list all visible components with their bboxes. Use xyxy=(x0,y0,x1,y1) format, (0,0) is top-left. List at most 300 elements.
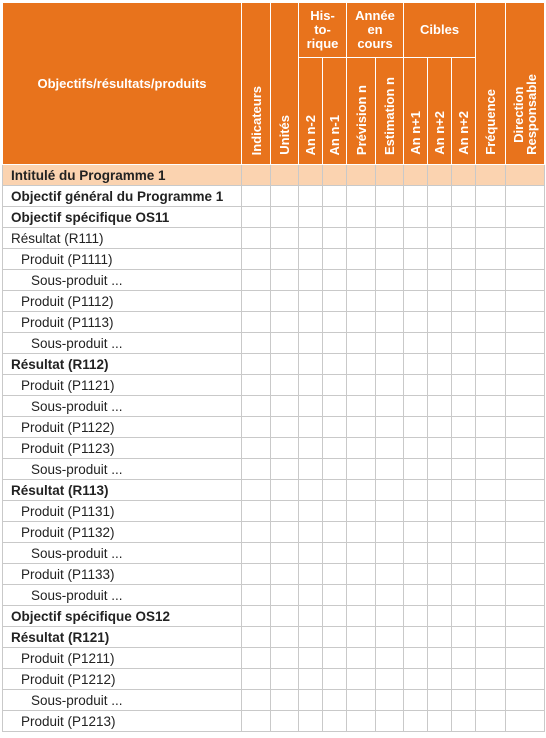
table-cell xyxy=(347,396,376,417)
header-an-n-plus-1: An n+1 xyxy=(404,58,428,165)
table-cell xyxy=(299,669,323,690)
table-cell xyxy=(404,396,428,417)
table-cell xyxy=(242,648,271,669)
table-cell xyxy=(271,333,299,354)
table-cell xyxy=(323,186,347,207)
table-row xyxy=(3,438,545,459)
table-cell xyxy=(376,333,404,354)
row-label: Résultat (R112) xyxy=(3,354,242,375)
table-cell xyxy=(271,459,299,480)
row-label: Produit (P1123) xyxy=(3,438,242,459)
table-cell xyxy=(299,543,323,564)
header-an-n-plus-2-b: An n+2 xyxy=(452,58,476,165)
table-cell xyxy=(404,186,428,207)
table-cell xyxy=(506,501,545,522)
table-cell xyxy=(242,354,271,375)
table-cell xyxy=(242,669,271,690)
table-cell xyxy=(271,270,299,291)
table-cell xyxy=(452,480,476,501)
table-cell xyxy=(452,501,476,522)
table-cell xyxy=(347,522,376,543)
row-label: Produit (P1213) xyxy=(3,711,242,732)
table-cell xyxy=(476,669,506,690)
table-cell xyxy=(476,585,506,606)
table-cell xyxy=(347,585,376,606)
table-cell xyxy=(299,228,323,249)
table-cell xyxy=(376,459,404,480)
table-cell xyxy=(506,375,545,396)
table-cell xyxy=(323,627,347,648)
table-cell xyxy=(506,417,545,438)
table-cell xyxy=(323,711,347,732)
header-historique: His- to- rique xyxy=(299,3,347,58)
table-cell xyxy=(271,228,299,249)
table-cell xyxy=(506,480,545,501)
table-cell xyxy=(506,270,545,291)
table-cell xyxy=(506,207,545,228)
table-cell xyxy=(242,291,271,312)
table-cell xyxy=(271,249,299,270)
table-cell xyxy=(404,564,428,585)
table-cell xyxy=(476,690,506,711)
table-cell xyxy=(242,543,271,564)
table-cell xyxy=(347,711,376,732)
table-cell xyxy=(376,375,404,396)
table-row xyxy=(3,480,545,501)
table-row xyxy=(3,711,545,732)
table-cell xyxy=(428,249,452,270)
table-cell xyxy=(506,249,545,270)
table-cell xyxy=(506,186,545,207)
table-cell xyxy=(323,501,347,522)
table-cell xyxy=(476,711,506,732)
header-objectifs: Objectifs/résultats/produits xyxy=(3,3,242,165)
table-cell xyxy=(452,543,476,564)
table-cell xyxy=(428,690,452,711)
table-cell xyxy=(271,648,299,669)
table-cell xyxy=(476,312,506,333)
table-cell xyxy=(506,522,545,543)
table-cell xyxy=(271,438,299,459)
table-cell xyxy=(299,333,323,354)
table-cell xyxy=(347,354,376,375)
table-cell xyxy=(271,312,299,333)
table-cell xyxy=(323,207,347,228)
row-label: Sous-produit ... xyxy=(3,333,242,354)
table-cell xyxy=(428,207,452,228)
table-cell xyxy=(376,669,404,690)
table-cell xyxy=(299,501,323,522)
table-row xyxy=(3,585,545,606)
header-an-n-2: An n-2 xyxy=(299,58,323,165)
table-cell xyxy=(476,459,506,480)
table-cell xyxy=(376,711,404,732)
table-cell xyxy=(323,522,347,543)
table-cell xyxy=(452,186,476,207)
table-cell xyxy=(271,186,299,207)
table-body xyxy=(3,165,545,732)
table-cell xyxy=(506,291,545,312)
table-cell xyxy=(299,375,323,396)
table-cell xyxy=(506,564,545,585)
table-cell xyxy=(242,522,271,543)
table-cell xyxy=(347,627,376,648)
table-cell xyxy=(452,270,476,291)
table-cell xyxy=(271,627,299,648)
row-label: Produit (P1122) xyxy=(3,417,242,438)
table-cell xyxy=(299,270,323,291)
table-cell xyxy=(347,312,376,333)
row-label: Produit (P1112) xyxy=(3,291,242,312)
table-cell xyxy=(476,627,506,648)
table-cell xyxy=(404,249,428,270)
table-cell xyxy=(428,543,452,564)
table-cell xyxy=(271,690,299,711)
table-cell xyxy=(428,648,452,669)
table-cell xyxy=(476,648,506,669)
table-cell xyxy=(323,543,347,564)
table-cell xyxy=(404,270,428,291)
row-label: Produit (P1131) xyxy=(3,501,242,522)
table-row xyxy=(3,228,545,249)
table-cell xyxy=(347,438,376,459)
table-cell xyxy=(452,312,476,333)
table-cell xyxy=(476,543,506,564)
table-cell xyxy=(323,417,347,438)
table-cell xyxy=(323,564,347,585)
table-cell xyxy=(428,669,452,690)
table-cell xyxy=(242,186,271,207)
table-cell xyxy=(452,459,476,480)
table-cell xyxy=(323,228,347,249)
table-cell xyxy=(299,249,323,270)
table-cell xyxy=(452,438,476,459)
table-cell xyxy=(428,564,452,585)
table-row xyxy=(3,312,545,333)
table-row xyxy=(3,417,545,438)
table-cell xyxy=(299,417,323,438)
table-cell xyxy=(242,165,271,186)
table-cell xyxy=(404,459,428,480)
table-cell xyxy=(376,543,404,564)
table-cell xyxy=(271,669,299,690)
table-cell xyxy=(428,354,452,375)
table-cell xyxy=(376,270,404,291)
table-cell xyxy=(376,522,404,543)
table-cell xyxy=(242,207,271,228)
table-row xyxy=(3,291,545,312)
table-cell xyxy=(299,186,323,207)
table-cell xyxy=(428,165,452,186)
table-cell xyxy=(452,165,476,186)
table-cell xyxy=(476,375,506,396)
header-prevision-n: Prévision n xyxy=(347,58,376,165)
table-cell xyxy=(242,501,271,522)
table-cell xyxy=(428,186,452,207)
table-cell xyxy=(242,333,271,354)
table-cell xyxy=(476,228,506,249)
table-cell xyxy=(452,564,476,585)
table-cell xyxy=(271,606,299,627)
table-cell xyxy=(428,333,452,354)
table-cell xyxy=(476,501,506,522)
table-cell xyxy=(347,375,376,396)
row-label: Produit (P1133) xyxy=(3,564,242,585)
table-cell xyxy=(242,585,271,606)
table-cell xyxy=(376,249,404,270)
table-cell xyxy=(347,564,376,585)
table-cell xyxy=(323,375,347,396)
table-cell xyxy=(428,291,452,312)
table-cell xyxy=(299,564,323,585)
table-cell xyxy=(323,354,347,375)
table-cell xyxy=(271,543,299,564)
header-indicateurs: Indicateurs xyxy=(242,3,271,165)
table-cell xyxy=(404,312,428,333)
table-cell xyxy=(347,228,376,249)
table-row xyxy=(3,354,545,375)
table-row xyxy=(3,564,545,585)
table-cell xyxy=(323,396,347,417)
table-cell xyxy=(428,228,452,249)
table-cell xyxy=(347,333,376,354)
table-cell xyxy=(376,585,404,606)
row-label: Résultat (R113) xyxy=(3,480,242,501)
table-cell xyxy=(452,333,476,354)
table-cell xyxy=(271,207,299,228)
table-cell xyxy=(476,165,506,186)
table-cell xyxy=(271,165,299,186)
table-cell xyxy=(299,648,323,669)
table-cell xyxy=(506,333,545,354)
table-cell xyxy=(404,417,428,438)
table-cell xyxy=(476,291,506,312)
table-cell xyxy=(323,690,347,711)
table-cell xyxy=(452,606,476,627)
table-cell xyxy=(452,669,476,690)
table-cell xyxy=(299,312,323,333)
table-cell xyxy=(452,291,476,312)
table-row xyxy=(3,459,545,480)
table-cell xyxy=(404,228,428,249)
table-cell xyxy=(428,711,452,732)
table-cell xyxy=(242,564,271,585)
table-cell xyxy=(428,606,452,627)
table-cell xyxy=(323,270,347,291)
table-cell xyxy=(299,585,323,606)
table-cell xyxy=(347,543,376,564)
table-cell xyxy=(271,585,299,606)
table-cell xyxy=(476,522,506,543)
table-cell xyxy=(376,354,404,375)
row-label: Produit (P1113) xyxy=(3,312,242,333)
table-cell xyxy=(376,417,404,438)
table-cell xyxy=(347,270,376,291)
table-cell xyxy=(347,249,376,270)
table-row xyxy=(3,690,545,711)
table-cell xyxy=(376,228,404,249)
row-label: Produit (P1111) xyxy=(3,249,242,270)
table-cell xyxy=(404,333,428,354)
row-label: Produit (P1212) xyxy=(3,669,242,690)
table-cell xyxy=(271,375,299,396)
table-cell xyxy=(347,480,376,501)
table-cell xyxy=(271,564,299,585)
table-cell xyxy=(347,459,376,480)
table-cell xyxy=(506,648,545,669)
table-cell xyxy=(323,333,347,354)
table-cell xyxy=(242,606,271,627)
table-cell xyxy=(271,291,299,312)
table-cell xyxy=(242,417,271,438)
table-cell xyxy=(404,543,428,564)
table-cell xyxy=(323,312,347,333)
table-cell xyxy=(506,711,545,732)
table-cell xyxy=(323,480,347,501)
table-cell xyxy=(428,312,452,333)
table-row xyxy=(3,396,545,417)
table-cell xyxy=(347,207,376,228)
header-estimation-n: Estimation n xyxy=(376,58,404,165)
table-cell xyxy=(299,480,323,501)
table-cell xyxy=(452,396,476,417)
table-cell xyxy=(428,480,452,501)
row-label: Sous-produit ... xyxy=(3,585,242,606)
row-label: Objectif spécifique OS11 xyxy=(3,207,242,228)
table-cell xyxy=(404,501,428,522)
row-label: Résultat (R111) xyxy=(3,228,242,249)
table-cell xyxy=(506,312,545,333)
table-cell xyxy=(404,627,428,648)
row-label: Produit (P1132) xyxy=(3,522,242,543)
table-cell xyxy=(428,270,452,291)
table-cell xyxy=(476,396,506,417)
header-cibles: Cibles xyxy=(404,3,476,58)
header-annee-en-cours: Année en cours xyxy=(347,3,404,58)
table-cell xyxy=(299,627,323,648)
table-cell xyxy=(428,375,452,396)
table-row xyxy=(3,606,545,627)
table-cell xyxy=(376,291,404,312)
table-cell xyxy=(506,396,545,417)
table-cell xyxy=(428,396,452,417)
table-cell xyxy=(428,501,452,522)
table-cell xyxy=(242,270,271,291)
table-cell xyxy=(376,627,404,648)
row-label: Sous-produit ... xyxy=(3,543,242,564)
table-row xyxy=(3,501,545,522)
results-framework-table xyxy=(2,2,545,732)
table-cell xyxy=(347,648,376,669)
table-cell xyxy=(428,627,452,648)
table-row xyxy=(3,522,545,543)
table-cell xyxy=(376,396,404,417)
table-cell xyxy=(506,354,545,375)
table-cell xyxy=(242,480,271,501)
table-cell xyxy=(452,648,476,669)
table-cell xyxy=(376,207,404,228)
table-cell xyxy=(271,501,299,522)
table-cell xyxy=(452,228,476,249)
table-cell xyxy=(476,207,506,228)
table-cell xyxy=(347,291,376,312)
table-cell xyxy=(404,711,428,732)
table-cell xyxy=(404,606,428,627)
table-row xyxy=(3,186,545,207)
table-cell xyxy=(299,165,323,186)
table-row xyxy=(3,543,545,564)
table-cell xyxy=(506,585,545,606)
table-cell xyxy=(506,669,545,690)
table-cell xyxy=(323,648,347,669)
row-label: Sous-produit ... xyxy=(3,396,242,417)
table-cell xyxy=(299,690,323,711)
table-cell xyxy=(404,669,428,690)
table-cell xyxy=(323,606,347,627)
table-row xyxy=(3,669,545,690)
table-cell xyxy=(242,375,271,396)
row-label: Résultat (R121) xyxy=(3,627,242,648)
table-cell xyxy=(242,228,271,249)
table-cell xyxy=(242,438,271,459)
table-cell xyxy=(347,606,376,627)
table-cell xyxy=(299,354,323,375)
table-cell xyxy=(428,585,452,606)
table-cell xyxy=(476,249,506,270)
table-cell xyxy=(428,417,452,438)
table-cell xyxy=(452,207,476,228)
table-cell xyxy=(347,690,376,711)
table-cell xyxy=(242,690,271,711)
table-cell xyxy=(376,648,404,669)
table-cell xyxy=(376,690,404,711)
table-cell xyxy=(476,564,506,585)
header-unites: Unités xyxy=(271,3,299,165)
table-cell xyxy=(452,354,476,375)
table-cell xyxy=(299,522,323,543)
table-cell xyxy=(428,459,452,480)
table-cell xyxy=(506,606,545,627)
table-cell xyxy=(476,480,506,501)
table-cell xyxy=(506,543,545,564)
table-cell xyxy=(376,312,404,333)
row-label: Sous-produit ... xyxy=(3,690,242,711)
table-cell xyxy=(506,228,545,249)
table-cell xyxy=(404,585,428,606)
table-cell xyxy=(452,627,476,648)
table-cell xyxy=(271,480,299,501)
table-cell xyxy=(428,438,452,459)
table-cell xyxy=(404,291,428,312)
row-label: Produit (P1211) xyxy=(3,648,242,669)
table-cell xyxy=(376,186,404,207)
table-cell xyxy=(271,522,299,543)
table-cell xyxy=(452,585,476,606)
table-cell xyxy=(347,501,376,522)
table-cell xyxy=(299,207,323,228)
table-cell xyxy=(476,270,506,291)
table-cell xyxy=(242,249,271,270)
table-cell xyxy=(376,480,404,501)
table-cell xyxy=(506,165,545,186)
table-cell xyxy=(404,165,428,186)
table-cell xyxy=(404,480,428,501)
table-cell xyxy=(404,354,428,375)
table-row xyxy=(3,648,545,669)
table-cell xyxy=(376,564,404,585)
table-cell xyxy=(299,438,323,459)
row-label: Intitulé du Programme 1 xyxy=(3,165,242,186)
